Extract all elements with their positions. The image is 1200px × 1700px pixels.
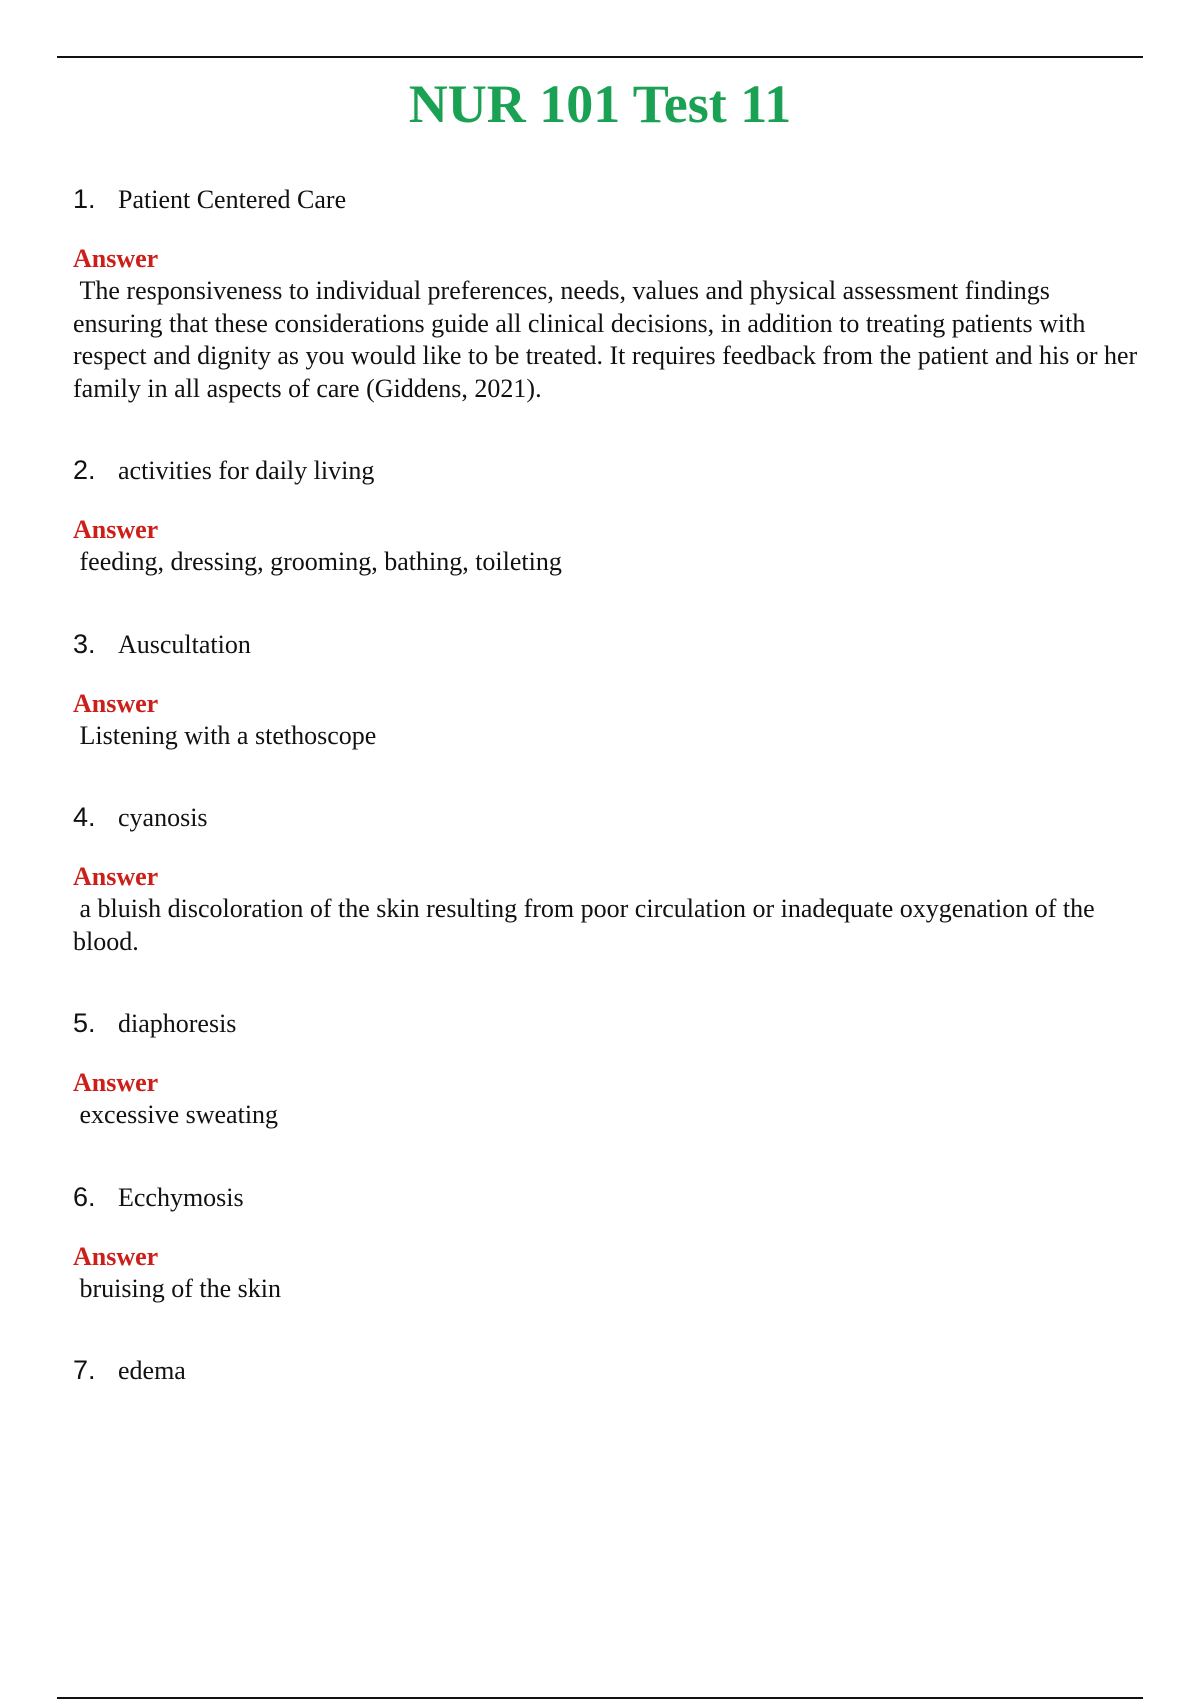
- answer-text: Listening with a stethoscope: [73, 720, 377, 750]
- qa-item: [73, 627, 1138, 753]
- question-number: 1.: [73, 184, 96, 214]
- qa-item: [73, 800, 1138, 958]
- bottom-divider: [57, 1697, 1143, 1699]
- question: [73, 182, 1138, 217]
- spacer: [73, 1132, 1138, 1180]
- qa-item: [73, 182, 1144, 405]
- question: [73, 800, 1138, 835]
- spacer: [73, 958, 1138, 1006]
- question-text: activities for daily living: [118, 456, 375, 485]
- question-text: edema: [118, 1356, 186, 1385]
- question-number: 2.: [73, 455, 96, 485]
- answer-label: Answer: [73, 688, 159, 718]
- spacer: [73, 579, 1138, 627]
- answer-text: The responsiveness to individual preferences, needs, values and physical assessment findings ensuring that these considerations guide all clinical decisions, in addition to treating patients with respect and dignity as you would like to be treated. It requires feedback from the patient and his or her family in all aspects of care (Giddens, 2021).: [73, 276, 1144, 403]
- qa-item: [73, 453, 1138, 579]
- answer-text: excessive sweating: [73, 1100, 279, 1129]
- question-text: diaphoresis: [118, 1009, 237, 1038]
- answer-label: Answer: [73, 1241, 159, 1271]
- answer-label: Answer: [73, 862, 159, 891]
- question-number: 7.: [73, 1355, 96, 1385]
- spacer: [73, 405, 1138, 453]
- answer-text: feeding, dressing, grooming, bathing, toileting: [73, 547, 562, 576]
- question-number: 5.: [73, 1008, 96, 1038]
- question-number: 4.: [73, 802, 96, 832]
- spacer: [73, 752, 1138, 800]
- question-text: Ecchymosis: [118, 1182, 244, 1212]
- answer-text: a bluish discoloration of the skin resulting from poor circulation or inadequate oxygenation of the blood.: [73, 894, 1102, 956]
- question: [73, 1006, 1138, 1041]
- qa-item: [73, 1180, 1138, 1306]
- question: [73, 627, 1138, 662]
- answer-label: Answer: [73, 1068, 159, 1097]
- question-text: Auscultation: [118, 629, 251, 659]
- answer-label: Answer: [73, 515, 159, 544]
- answer-text: bruising of the skin: [73, 1273, 281, 1303]
- question-number: 6.: [73, 1181, 96, 1212]
- answer-label: Answer: [73, 244, 159, 273]
- question-text: Patient Centered Care: [118, 185, 347, 214]
- top-divider: [57, 56, 1143, 58]
- qa-item: [73, 1353, 1138, 1388]
- question-text: cyanosis: [118, 803, 208, 832]
- question: [73, 1353, 1138, 1388]
- question-number: 3.: [73, 628, 96, 659]
- qa-list: [73, 182, 1144, 1388]
- document-title: NUR 101 Test 11: [408, 74, 792, 134]
- question: [73, 453, 1138, 488]
- qa-item: [73, 1006, 1138, 1132]
- question: [73, 1180, 1138, 1215]
- spacer: [73, 1305, 1138, 1353]
